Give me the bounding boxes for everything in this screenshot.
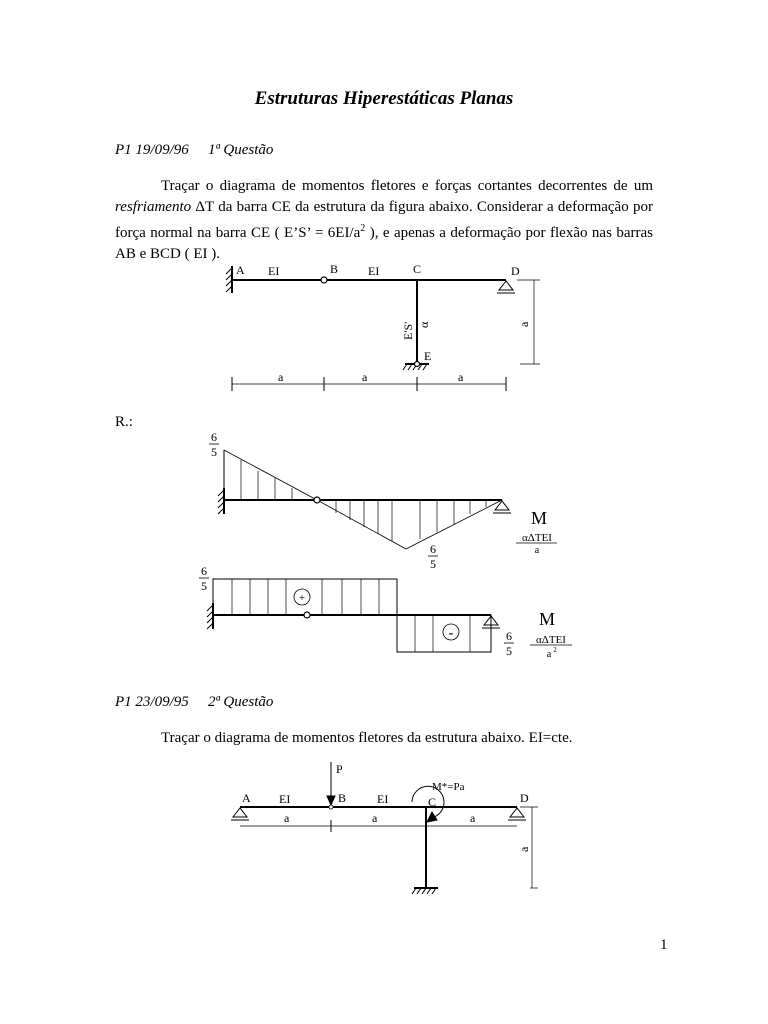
q1-dim-1: a [278, 370, 284, 384]
q2-moment-label: M*=Pa [432, 781, 465, 793]
q2-node-a: A [242, 791, 251, 805]
v-factor-num: αΔTEI [536, 634, 566, 646]
m-bottom-num: 6 [430, 542, 436, 556]
q1-node-a: A [236, 263, 245, 277]
m-top-den: 5 [211, 445, 217, 459]
q1-exam-label: P1 19/09/96 [115, 142, 189, 158]
q1-text-2: ΔT da barra CE da estrutura da figura abaixo. Considerar a deformação por força normal na barra CE ( E’S’ = 6EI/a [115, 199, 653, 241]
q2-dim-2: a [372, 811, 378, 825]
q2-ei-2: EI [377, 792, 389, 806]
q1-question-label: 1ª Questão [208, 142, 274, 158]
v-symbol: M [538, 609, 556, 629]
v-factor-den: a [546, 649, 552, 660]
q2-load-label: P [336, 762, 343, 776]
q2-exam-label: P1 23/09/95 [115, 694, 189, 710]
q2-question-label: 2ª Questão [208, 694, 274, 710]
q1-node-c: C [413, 262, 422, 276]
m-top-num: 6 [211, 430, 217, 444]
v-positive-sign: + [298, 592, 306, 604]
m-symbol: M [530, 508, 548, 528]
v-left-num: 6 [201, 564, 207, 578]
q1-node-b: B [330, 262, 339, 276]
q1-text-3: ), e apenas a deformação por flexão nas barras AB e BCD ( EI ). [115, 225, 653, 262]
v-factor-den-sup: 2 [553, 646, 557, 654]
page-title: Estruturas Hiperestáticas Planas [254, 88, 514, 109]
q1-answer-label: R.: [115, 414, 133, 430]
q1-dim-3: a [458, 370, 464, 384]
q1-dim-2: a [362, 370, 368, 384]
m-bottom-den: 5 [430, 557, 436, 571]
m-factor-num: αΔTEI [522, 532, 552, 544]
q2-ei-1: EI [279, 792, 291, 806]
q1-ei-2: EI [368, 264, 380, 278]
q1-node-d: D [511, 264, 520, 278]
q1-es-label: E'S' [401, 321, 415, 340]
q2-dim-1: a [284, 811, 290, 825]
q2-node-b: B [338, 791, 347, 805]
q1-text-1: Traçar o diagrama de momentos fletores e forças cortantes decorrentes de um [161, 178, 653, 194]
v-right-den: 5 [506, 644, 512, 658]
page-number: 1 [660, 937, 668, 953]
v-right-num: 6 [506, 629, 512, 643]
q1-text-italic: resfriamento [115, 199, 192, 215]
q1-ei-1: EI [268, 264, 280, 278]
v-negative-sign: - [448, 626, 454, 641]
m-factor-den: a [534, 545, 540, 556]
q1-node-e: E [424, 349, 432, 363]
q1-dim-vertical: a [517, 321, 531, 327]
q1-alpha-label: α [417, 321, 431, 328]
q2-dim-3: a [470, 811, 476, 825]
q2-node-c: C [428, 795, 437, 809]
q2-dim-vertical: a [517, 846, 531, 852]
v-left-den: 5 [201, 579, 207, 593]
q2-statement: Traçar o diagrama de momentos fletores da estrutura abaixo. EI=cte. [161, 730, 573, 746]
q2-node-d: D [520, 791, 529, 805]
q1-text-sup: 2 [360, 223, 366, 234]
